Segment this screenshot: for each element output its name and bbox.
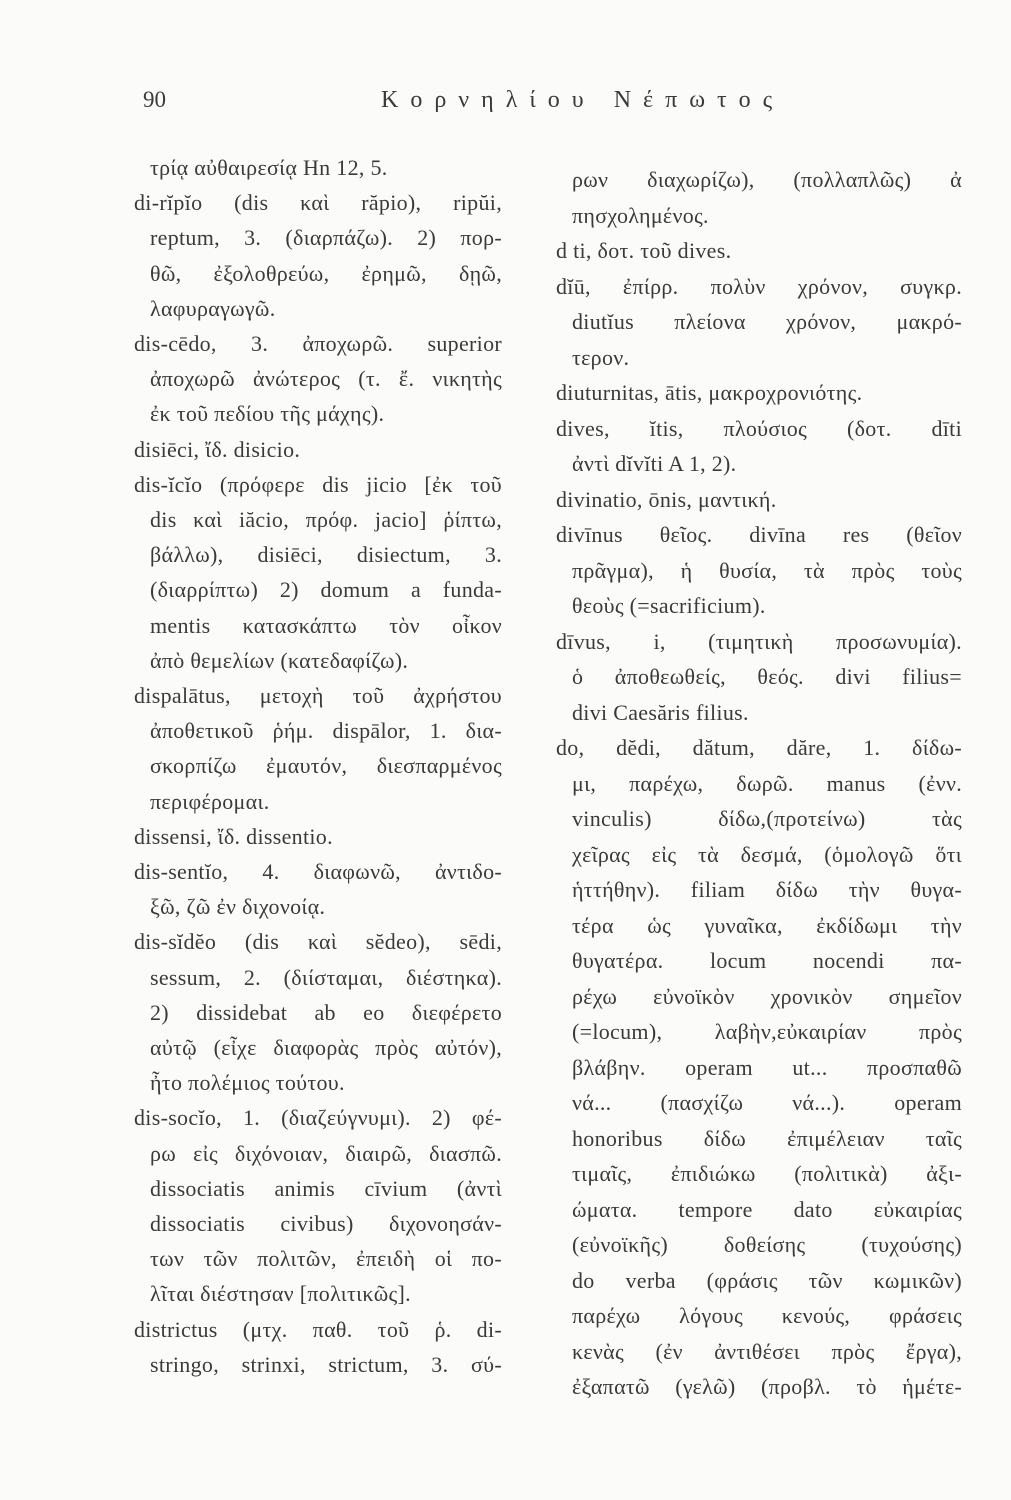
entry-line: ἐξαπατῶ (γελῶ) (προβλ. τὸ ἡμέτε- <box>572 1374 962 1399</box>
entry-headword-line: di-rĭpĭo (dis καὶ răpio), ripŭi, <box>134 190 502 216</box>
entry-line: σκορπίζω ἐμαυτόν, διεσπαρμένος <box>150 753 502 779</box>
entry-line: κενὰς (ἐν ἀντιθέσει πρὸς ἔργα), <box>572 1338 962 1364</box>
entry-headword-line: dis-socĭo, 1. (διαζεύγνυμι). 2) φέ- <box>134 1105 502 1131</box>
entry-headword-line: districtus (μτχ. παθ. τοῦ ῥ. di- <box>134 1316 502 1342</box>
entry-line: τέρα ὡς γυναῖκα, ἐκδίδωμι τὴν <box>572 912 962 938</box>
entry-line: λῖται διέστησαν [πολιτικῶς]. <box>150 1281 411 1307</box>
entry-line: sessum, 2. (διίσταμαι, διέστηκα). <box>150 964 502 990</box>
entry-headword-line: dispalātus, μετοχὴ τοῦ ἀχρήστου <box>134 683 502 708</box>
entry-headword-line: disiēci, ἴδ. disicio. <box>134 436 301 462</box>
entry-line: (εὐνοϊκῆς) δοθείσης (τυχούσης) <box>572 1232 962 1257</box>
entry-line: ἀπὸ θεμελίων (κατεδαφίζω). <box>150 647 409 673</box>
entry-line: νά... (πασχίζω νά...). operam <box>572 1090 962 1115</box>
entry-headword-line: dis-cēdo, 3. ἀποχωρῶ. superior <box>134 331 502 356</box>
entry-line: reptum, 3. (διαρπάζω). 2) πορ- <box>150 225 502 251</box>
entry-line: πησχολημένος. <box>572 202 709 228</box>
entry-line: των τῶν πολιτῶν, ἐπειδὴ οἱ πο- <box>150 1246 502 1272</box>
entry-line: vinculis) δίδω,(προτείνω) τὰς <box>572 806 962 831</box>
entry-headword-line: dis-ĭcĭo (πρόφερε dis jicio [ἐκ τοῦ <box>134 471 502 497</box>
entry-line: ἀποχωρῶ ἀνώτερος (τ. ἔ. νικητὴς <box>150 366 502 392</box>
entry-line: ἡττήθην). filiam δίδω τὴν θυγα- <box>572 877 962 902</box>
page-number: 90 <box>143 87 166 112</box>
entry-headword-line: dissensi, ἴδ. dissentio. <box>134 823 333 849</box>
entry-headword-line: divinatio, ōnis, μαντική. <box>556 486 777 512</box>
entry-headword-line: dĭū, ἐπίρρ. πολὺν χρόνον, συγκρ. <box>556 273 962 299</box>
left-column <box>134 150 502 1390</box>
entry-line: ξῶ, ζῶ ἐν διχονοίᾳ. <box>150 894 326 920</box>
entry-line: θῶ, ἐξολοθρεύω, ἐρημῶ, δῃῶ, <box>150 260 502 286</box>
entry-line: πρᾶγμα), ἡ θυσία, τὰ πρὸς τοὺς <box>572 557 962 583</box>
entry-line: θυγατέρα. locum nocendi πα- <box>572 948 962 973</box>
entry-line: ρω εἰς διχόνοιαν, διαιρῶ, διασπῶ. <box>150 1140 502 1166</box>
entry-line: ρέχω εὐνοϊκὸν χρονικὸν σημεῖον <box>572 983 962 1009</box>
entry-line: stringo, strinxi, strictum, 3. σύ- <box>150 1351 502 1377</box>
entry-headword-line: dis-sentĭo, 4. διαφωνῶ, ἀντιδο- <box>134 859 502 884</box>
entry-line: (διαρρίπτω) 2) domum a funda- <box>150 577 502 603</box>
entry-line: μι, παρέχω, δωρῶ. manus (ἐνν. <box>572 770 962 796</box>
entry-line: παρέχω λόγους κενούς, φράσεις <box>572 1303 962 1328</box>
entry-line: τιμαῖς, ἐπιδιώκω (πολιτικὰ) ἀξι- <box>572 1161 962 1186</box>
entry-line: dissociatis civibus) διχονοησάν- <box>150 1211 502 1236</box>
entry-line: honoribus δίδω ἐπιμέλειαν ταῖς <box>572 1125 962 1151</box>
right-column <box>556 162 962 1407</box>
entry-line: diutĭus πλείονα χρόνον, μακρό- <box>572 309 962 334</box>
entry-line: mentis κατασκάπτω τὸν οἶκον <box>150 612 502 638</box>
entry-line: βλάβην. operam ut... προσπαθῶ <box>572 1054 962 1080</box>
entry-line: τερον. <box>572 344 630 370</box>
entry-line: τρίᾳ αὐθαιρεσίᾳ Hn 12, 5. <box>150 155 388 180</box>
entry-line: περιφέρομαι. <box>150 788 270 814</box>
entry-line: dissociatis animis cīvium (ἀντὶ <box>150 1175 502 1201</box>
entry-line: dis καὶ iăcio, πρόφ. jacio] ῥίπτω, <box>150 507 502 532</box>
entry-headword-line: diuturnitas, ātis, μακροχρονιότης. <box>556 380 863 405</box>
entry-line: divi Caesăris filius. <box>572 699 749 725</box>
entry-headword-line: dives, ĭtis, πλούσιος (δοτ. dīti <box>556 415 962 441</box>
entry-line: βάλλω), disiēci, disiectum, 3. <box>150 542 502 568</box>
entry-headword-line: d ti, δοτ. τοῦ dives. <box>556 238 732 263</box>
entry-line: αὐτῷ (εἶχε διαφορὰς πρὸς αὐτόν), <box>150 1035 502 1060</box>
entry-headword-line: do, dĕdi, dătum, dăre, 1. δίδω- <box>556 735 962 760</box>
entry-line: (=locum), λαβὴν,εὐκαιρίαν πρὸς <box>572 1019 962 1044</box>
running-title: Κορνηλίου Νέπωτος <box>381 87 785 113</box>
entry-line: ὁ ἀποθεωθείς, θεός. divi filius= <box>572 664 962 689</box>
entry-line: ἦτο πολέμιος τούτου. <box>150 1070 345 1096</box>
entry-line: χεῖρας εἰς τὰ δεσμά, (ὁμολογῶ ὅτι <box>572 841 962 867</box>
entry-line: ἐκ τοῦ πεδίου τῆς μάχης). <box>150 401 385 427</box>
entry-headword-line: divīnus θεῖος. divīna res (θεῖον <box>556 522 962 547</box>
entry-line: ώματα. tempore dato εὐκαιρίας <box>572 1196 962 1222</box>
entry-line: ἀντὶ dĭvĭti A 1, 2). <box>572 451 737 476</box>
entry-line: λαφυραγωγῶ. <box>150 295 276 321</box>
entry-line: ἀποθετικοῦ ῥήμ. dispālor, 1. δια- <box>150 718 502 744</box>
entry-line: 2) dissidebat ab eo διεφέρετο <box>150 999 502 1025</box>
entry-line: ρων διαχωρίζω), (πολλαπλῶς) ἀ <box>572 167 962 192</box>
entry-line: do verba (φράσις τῶν κωμικῶν) <box>572 1267 962 1293</box>
entry-line: θεοὺς (=sacrificium). <box>572 593 766 618</box>
entry-headword-line: dis-sĭdĕo (dis καὶ sĕdeo), sēdi, <box>134 929 502 955</box>
entry-headword-line: dīvus, i, (τιμητικὴ προσωνυμία). <box>556 628 962 654</box>
